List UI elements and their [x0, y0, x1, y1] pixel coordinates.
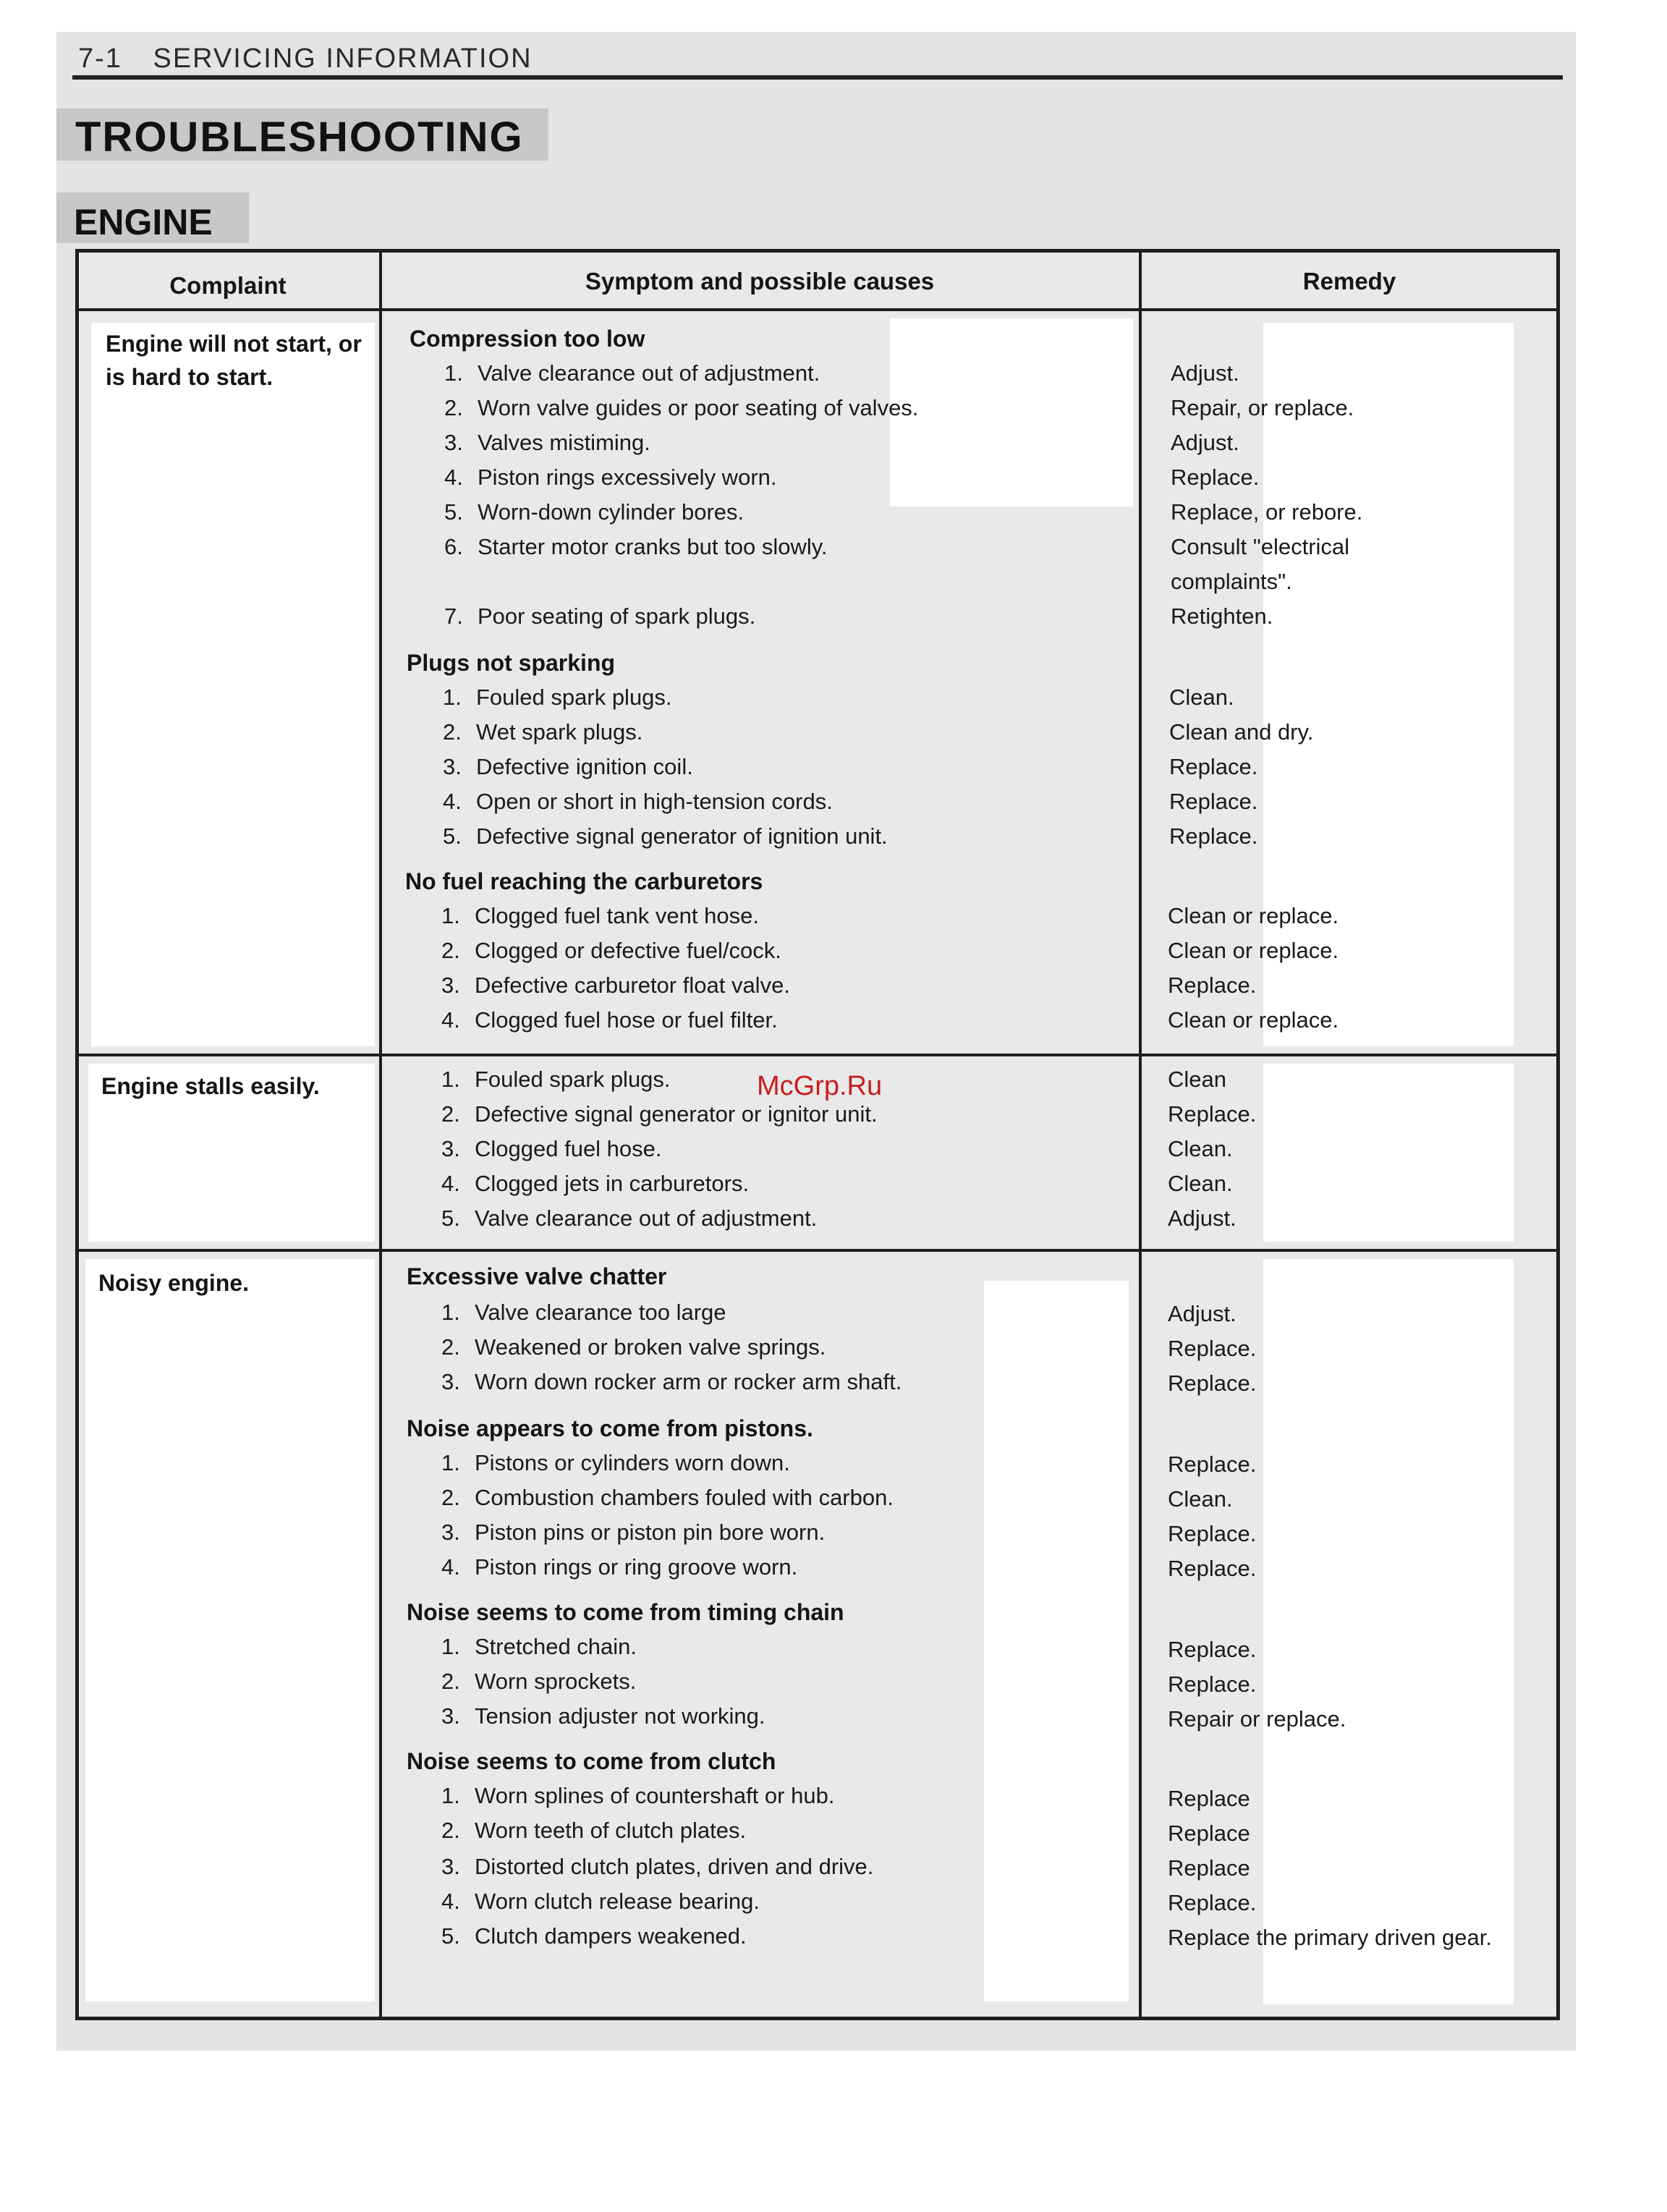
page-header — [78, 43, 1561, 80]
remedy-item: Repair or replace. — [1168, 1706, 1346, 1732]
cause-item: 4. Piston rings or ring groove worn. — [441, 1554, 798, 1580]
cause-item: 5. Worn-down cylinder bores. — [444, 499, 745, 525]
group-title: Noise appears to come from pistons. — [407, 1415, 813, 1441]
cause-item: 4. Worn clutch release bearing. — [441, 1889, 760, 1914]
complaint-cell-3 — [85, 1259, 375, 2001]
cause-item: 2. Defective signal generator or ignitor unit. — [441, 1101, 878, 1127]
remedy-item: Replace. — [1168, 1101, 1257, 1127]
remedy-item: Repair, or replace. — [1171, 395, 1354, 420]
cause-item: 2. Weakened or broken valve springs. — [441, 1334, 826, 1360]
group-title: Noise seems to come from timing chain — [407, 1599, 844, 1625]
cause-item: 4. Clogged fuel hose or fuel filter. — [441, 1007, 778, 1033]
remedy-item: Adjust. — [1171, 430, 1239, 455]
watermark-text: McGrp.Ru — [757, 1071, 883, 1101]
complaint-3: Noisy engine. — [98, 1270, 250, 1296]
cause-item: 5. Valve clearance out of adjustment. — [441, 1205, 818, 1231]
remedy-item: Replace — [1168, 1821, 1250, 1846]
cause-item: 4. Piston rings excessively worn. — [444, 465, 777, 490]
group-title: Excessive valve chatter — [407, 1263, 667, 1289]
remedy-item: Replace — [1168, 1786, 1250, 1811]
remedy-item: Replace. — [1168, 1370, 1257, 1396]
remedy-item: Clean — [1168, 1067, 1226, 1092]
remedy-item: Adjust. — [1168, 1301, 1237, 1326]
cause-item: 2. Worn valve guides or poor seating of valves. — [444, 395, 919, 420]
complaint-1: Engine will not start, or is hard to start. — [106, 331, 362, 390]
cause-item: 4. Clogged jets in carburetors. — [441, 1171, 750, 1196]
cause-item: 3. Worn down rocker arm or rocker arm shaft. — [441, 1369, 902, 1394]
remedy-item: Replace. — [1169, 789, 1258, 814]
symptom-patch-2 — [984, 1281, 1129, 2001]
cause-item: 6. Starter motor cranks but too slowly. — [444, 534, 828, 559]
remedy-item: Replace. — [1168, 1671, 1257, 1697]
group-title: Noise seems to come from clutch — [407, 1748, 776, 1774]
page-number: 7-1 — [78, 43, 122, 74]
cause-item: 5. Defective signal generator of ignition unit. — [443, 823, 888, 849]
cause-item: 3. Clogged fuel hose. — [441, 1136, 662, 1161]
header-remedy: Remedy — [1302, 268, 1396, 294]
remedy-item: Replace. — [1168, 1637, 1257, 1662]
header-rule — [72, 75, 1563, 80]
remedy-item: Replace. — [1171, 465, 1260, 490]
complaint-2: Engine stalls easily. — [101, 1073, 320, 1099]
cause-item: 2. Clogged or defective fuel/cock. — [441, 938, 781, 963]
cause-item: 3. Piston pins or piston pin bore worn. — [441, 1520, 826, 1545]
remedy-item: Replace. — [1168, 1452, 1257, 1477]
cause-item: 3. Distorted clutch plates, driven and drive. — [441, 1854, 874, 1879]
cause-item: 3. Defective ignition coil. — [443, 754, 693, 779]
remedy-item: Replace. — [1168, 1556, 1257, 1581]
column-divider-1 — [379, 250, 382, 2019]
cause-item: 1. Valve clearance too large — [441, 1300, 726, 1325]
remedy-item: Retighten. — [1171, 603, 1273, 629]
section-header: SERVICING INFORMATION — [153, 43, 533, 74]
remedy-item: Replace. — [1168, 972, 1257, 998]
column-divider-2 — [1139, 250, 1142, 2019]
cause-item: 1. Fouled spark plugs. — [443, 685, 672, 710]
group-title: Plugs not sparking — [407, 650, 616, 676]
section-title: ENGINE — [74, 202, 213, 242]
cause-item: 1. Clogged fuel tank vent hose. — [441, 903, 759, 928]
cause-item: 2. Worn sprockets. — [441, 1669, 637, 1694]
remedy-item: Replace, or rebore. — [1171, 499, 1363, 525]
remedy-item: Replace the primary driven gear. — [1168, 1925, 1493, 1950]
group-title: No fuel reaching the carburetors — [405, 868, 763, 894]
remedy-item: Adjust. — [1171, 360, 1239, 386]
remedy-item: Clean or replace. — [1168, 938, 1339, 963]
remedy-item: Clean. — [1168, 1486, 1233, 1512]
remedy-item: Replace. — [1168, 1336, 1257, 1361]
cause-item: 2. Wet spark plugs. — [443, 719, 643, 745]
remedy-item: Replace. — [1168, 1521, 1257, 1546]
remedy-item: Clean or replace. — [1168, 903, 1339, 928]
cause-item: 2. Combustion chambers fouled with carbon. — [441, 1485, 894, 1510]
remedy-item: Consult "electrical complaints". — [1171, 534, 1350, 594]
header-symptom: Symptom and possible causes — [585, 268, 935, 294]
cause-item: 7. Poor seating of spark plugs. — [444, 603, 756, 629]
remedy-cell-2 — [1263, 1064, 1514, 1242]
header-divider — [77, 308, 1558, 311]
remedy-item: Clean and dry. — [1169, 719, 1314, 745]
header-complaint: Complaint — [169, 272, 287, 299]
cause-item: 1. Worn splines of countershaft or hub. — [441, 1783, 835, 1808]
page-title: TROUBLESHOOTING — [75, 114, 524, 161]
cause-item: 1. Pistons or cylinders worn down. — [441, 1450, 790, 1475]
cause-item: 3. Tension adjuster not working. — [441, 1703, 765, 1729]
group-title: Compression too low — [410, 326, 645, 352]
cause-item: 1. Valve clearance out of adjustment. — [444, 360, 820, 386]
cause-item: 2. Worn teeth of clutch plates. — [441, 1818, 747, 1843]
remedy-item: Replace — [1168, 1855, 1250, 1881]
remedy-item: Clean. — [1169, 685, 1234, 710]
remedy-cell-3 — [1263, 1259, 1514, 2004]
cause-item: 1. Stretched chain. — [441, 1634, 637, 1659]
remedy-item: Adjust. — [1168, 1205, 1237, 1231]
remedy-item: Clean or replace. — [1168, 1007, 1339, 1033]
cause-item: 1. Fouled spark plugs. — [441, 1067, 671, 1092]
symptom-patch-1 — [890, 318, 1133, 507]
remedy-item: Replace. — [1169, 754, 1258, 779]
cause-item: 3. Defective carburetor float valve. — [441, 972, 790, 998]
remedy-item: Replace. — [1169, 823, 1258, 849]
remedy-item: Clean. — [1168, 1171, 1233, 1196]
complaint-cell-1 — [91, 323, 375, 1046]
cause-item: 3. Valves mistiming. — [444, 430, 650, 455]
remedy-item: Replace. — [1168, 1890, 1257, 1915]
cause-item: 4. Open or short in high-tension cords. — [443, 789, 833, 814]
cause-item: 5. Clutch dampers weakened. — [441, 1923, 747, 1949]
remedy-item: Clean. — [1168, 1136, 1233, 1161]
